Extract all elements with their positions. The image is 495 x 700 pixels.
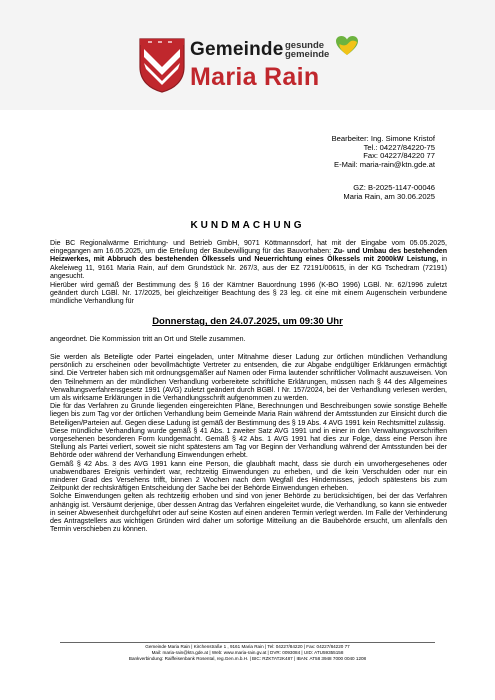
heart-icon bbox=[335, 35, 359, 57]
paragraph-legal-basis: Hierüber wird gemäß der Bestimmung des § 16 der Kärntner Bauordnung 1996 (K-BO 1996) LGBl. Nr. 62/1996 zuletzt geändert durch LGBl. Nr. 17/2025, bei gleichzeitiger Beachtung des § 23 leg. cit eine mit einem Augenschein verbundene mündliche Verhandlung für bbox=[50, 282, 447, 306]
fax-number: Fax: 04227/84220 77 bbox=[363, 151, 435, 161]
reference-block bbox=[343, 184, 435, 201]
paragraph-objections: Solche Einwendungen gelten als rechtzeitig erhoben und sind von jener Behörde zu berücksichtigen, bei der das Verfahren anhängig ist. Versäumt derjenige, über dessen Antrag das Verfahren eingeleitet wurde, die Verhandlung, so kann sie entweder in seiner Abwesenheit durchgeführt oder auf seine Kosten auf einen anderen Termin verlegt werden. Im Falle der Verhinderung des Antragstellers aus wichtigen Gründen wird daher um sofortige Mitteilung an die Baubehörde ersucht, um allenfalls den Termin verschieben zu können. bbox=[50, 493, 447, 534]
phone-number: Tel.: 04227/84220-75 bbox=[363, 142, 435, 152]
footer-divider bbox=[60, 642, 435, 643]
logo-tagline-line1: gesunde bbox=[285, 40, 325, 51]
logo-tagline-line2: gemeinde bbox=[285, 49, 330, 60]
paragraph-application bbox=[50, 240, 447, 281]
footer-contact: Mail: maria-rain@ktn.gde.at | Web: www.maria-rain.gv.at | DVR: 0093084 | UID: ATU59355158 bbox=[151, 650, 344, 655]
paragraph-publication: Diese mündliche Verhandlung wurde gemäß § 41 Abs. 1 zweiter Satz AVG 1991 und in einer in den Verwaltungsvorschriften vorgesehenen besonderen Form kundgemacht. Gemäß § 42 Abs. 1 AVG 1991 hat dies zur Folge, dass eine Person ihre Stellung als Partei verliert, soweit sie nicht spätestens am Tag vor Beginn der Verhandlung während der Amtsstunden bei der Behörde oder während der Verhandlung Einwendungen erhebt. bbox=[50, 427, 447, 460]
contact-block bbox=[332, 135, 435, 169]
footer bbox=[60, 644, 435, 662]
coat-of-arms-icon bbox=[138, 37, 186, 93]
document-title: KUNDMACHUNG bbox=[190, 220, 305, 231]
paragraph-instructions bbox=[50, 354, 447, 534]
file-number: GZ: B-2025-1147-00046 bbox=[353, 183, 435, 192]
footer-bank: Bankverbindung: Raiffeisenbank Rosental, reg.Gen.m.b.H. | BIC: RZKTAT2K487 | IBAN: AT58 3948 7000 0040 1208 bbox=[128, 656, 367, 661]
email-address: E-Mail: maria-rain@ktn.gde.at bbox=[334, 159, 435, 169]
logo-tagline bbox=[285, 41, 329, 59]
municipality-logo bbox=[190, 40, 380, 100]
project-description: Zu- und Umbau des bestehenden Heizwerkes, mit Abbruch des bestehenden Ölkessels und Neuerrichtung eines Ölkessels mit 2000kW Leistung, bbox=[50, 248, 447, 264]
logo-town-name: Maria Rain bbox=[190, 63, 320, 91]
paragraph-invitation: Sie werden als Beteiligte oder Partei eingeladen, unter Mitnahme dieser Ladung zur örtlichen mündlichen Verhandlung persönlich zu erscheinen oder bevollmächtigte Vertreter zu entsenden, die zur Abgabe endgültiger Erklärungen ermächtigt sind. Die Vertreter haben sich mit ordnungsgemäßer auf Namen oder Firma lautender schriftlicher Vollmacht auszuweisen. Von den Teilnehmern an der mündlichen Verhandlung vorbereitete schriftliche Erklärungen, müssen nach § 44 des Allgemeines Verwaltungsverfahrensgesetz 1991 (AVG) zuletzt geändert durch BGBl. I Nr. 157/2024, bei der Verhandlung verlesen werden, um als wirksame Erklärungen in die Verhandlungsschrift aufgenommen zu werden. bbox=[50, 354, 447, 403]
paragraph-application-intro: Die BC Regionalwärme Errichtung- und Betrieb GmbH, 9071 Köttmannsdorf, hat mit der Eingabe vom 05.05.2025, eingegangen am 16.05.2025, um die Erteilung der Baubewilligung für das Bauvorhaben: bbox=[50, 240, 447, 256]
hearing-date: Donnerstag, den 24.07.2025, um 09:30 Uhr bbox=[152, 316, 343, 327]
case-officer: Bearbeiter: Ing. Simone Kristof bbox=[331, 134, 435, 143]
logo-gemeinde-text: Gemeinde bbox=[190, 39, 284, 60]
place-date: Maria Rain, am 30.06.2025 bbox=[343, 191, 435, 201]
footer-address: Gemeinde Maria Rain | Kirchenstraße 1 , 9161 Maria Rain | Tel: 04227/84220 | Fax: 04227/84220 77 bbox=[145, 644, 350, 649]
letterhead bbox=[0, 0, 495, 110]
paragraph-commission: angeordnet. Die Kommission tritt an Ort und Stelle zusammen. bbox=[50, 336, 246, 343]
paragraph-documents: Die für das Verfahren zu Grunde liegenden eingereichten Pläne, Berechnungen und Beschreibungen sowie sonstige Behelfe liegen bis zum Tag vor der örtlichen Verhandlung beim Gemeinde Maria Rain während der Amtsstunden zur Einsicht durch die Beteiligen/Parteien auf. Gegen diese Ladung ist gemäß der Bestimmung des § 19 Abs. 4 AVG 1991 kein Rechtsmittel zulässig. bbox=[50, 403, 447, 427]
paragraph-application-rest: in Akeleiweg 11, 9161 Maria Rain, auf dem Grundstück Nr. 267/3, aus der EZ 72191/00615, in der KG Tschedram (72191) angesucht. bbox=[50, 256, 447, 280]
paragraph-reinstatement: Gemäß § 42 Abs. 3 des AVG 1991 kann eine Person, die glaubhaft macht, dass sie durch ein unvorhergesehenes oder unabwendbares Ereignis verhindert war, rechtzeitig Einwendungen zu erheben, und die kein Verschulden oder nur ein minderer Grad des Versehens trifft, binnen 2 Wochen nach dem Wegfall des Hindernisses, jedoch spätestens bis zum Zeitpunkt der rechtskräftigen Entscheidung der Sache bei der Behörde Einwendungen erheben. bbox=[50, 460, 447, 493]
